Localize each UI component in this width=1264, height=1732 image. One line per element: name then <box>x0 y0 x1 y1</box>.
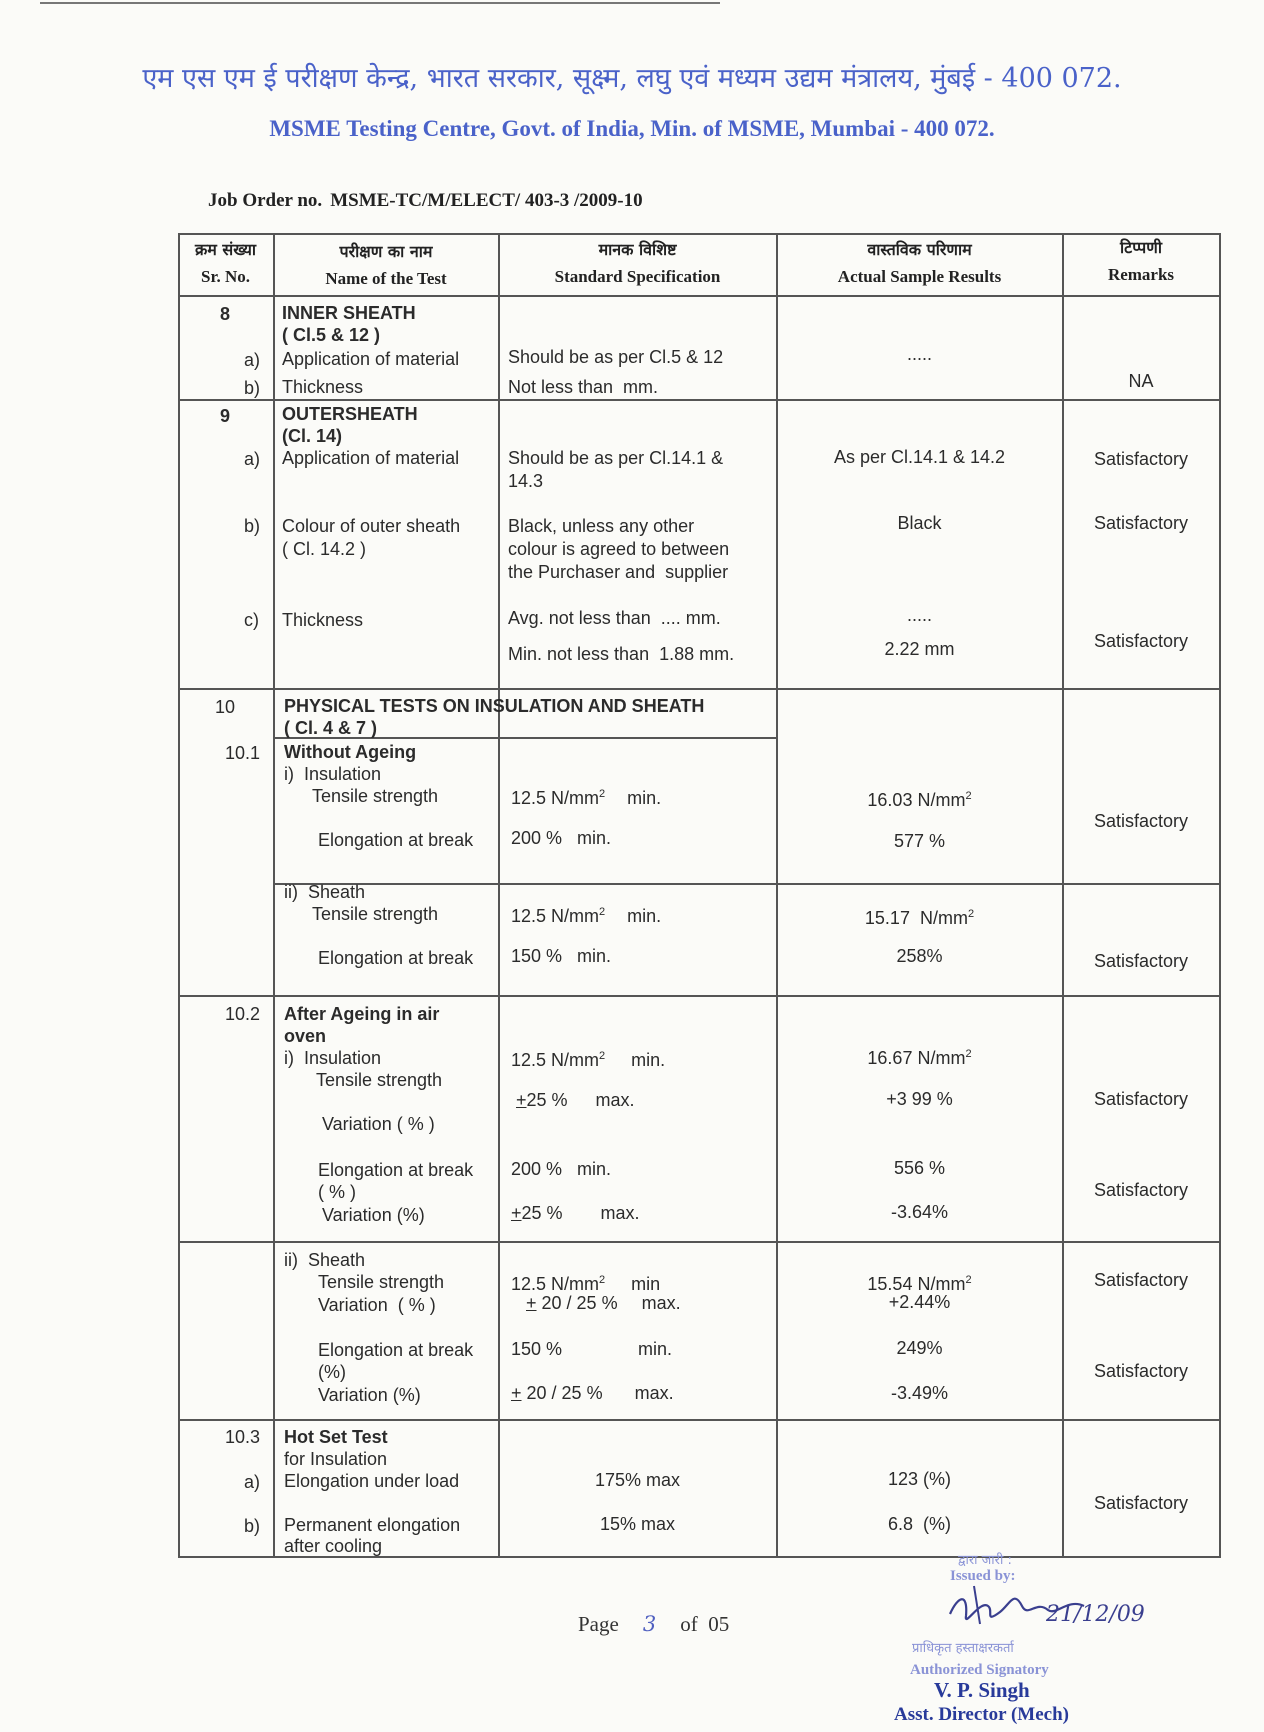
test-name: Elongation under load <box>284 1471 460 1491</box>
section-clause: ( Cl.5 & 12 ) <box>282 325 381 345</box>
test-spec: 15% max <box>599 1514 676 1534</box>
issued-hindi: द्वारा जारी : <box>958 1553 1012 1568</box>
section-title: PHYSICAL TESTS ON INSULATION AND SHEATH <box>284 696 705 716</box>
test-spec: 12.5 $N/mm^2$ min. <box>511 906 662 926</box>
test-spec: +25 % max. <box>511 1203 640 1223</box>
remark: Satisfactory <box>1093 449 1189 469</box>
test-name: Tensile strength <box>318 1272 445 1292</box>
col-result-hindi: वास्तविक परिणाम <box>867 240 972 259</box>
row-divider <box>178 1241 1221 1243</box>
test-result: 258% <box>896 946 943 966</box>
test-result: ..... <box>906 605 932 625</box>
test-name: Variation (%) <box>322 1205 425 1225</box>
test-results-table <box>178 233 1221 1558</box>
test-name: Elongation at break <box>318 1340 474 1360</box>
test-result: As per Cl.14.1 & 14.2 <box>833 447 1006 467</box>
table-border-top <box>178 233 1221 235</box>
test-spec: 200 % min. <box>511 828 612 848</box>
subsection-title: After Ageing in air <box>284 1004 440 1024</box>
test-spec: + 20 / 25 % max. <box>511 1383 674 1403</box>
top-rule <box>40 2 720 4</box>
col-remarks-hindi: टिप्पणी <box>1120 238 1162 257</box>
test-name: Elongation at break <box>318 948 474 968</box>
test-name: Thickness <box>282 377 364 397</box>
authorized-hindi: प्राधिकृत हस्ताक्षरकर्ता <box>912 1641 1014 1656</box>
signatory-name: V. P. Singh <box>934 1678 1030 1702</box>
test-result: 577 % <box>893 831 946 851</box>
test-result: 16.03 $N/mm^2$ <box>867 790 972 810</box>
item-label: b) <box>244 516 261 536</box>
test-name: Colour of outer sheath <box>282 516 461 536</box>
test-spec: Black, unless any other <box>508 516 695 536</box>
job-order-label: Job Order no. <box>208 190 323 211</box>
sub-sr-no: 10.1 <box>225 743 261 763</box>
page-number: Page 3 of 05 <box>578 1612 730 1636</box>
test-name: Variation (%) <box>318 1385 421 1405</box>
test-name: Elongation at break <box>318 1160 474 1180</box>
remark: Satisfactory <box>1093 811 1189 831</box>
header-hindi: एम एस एम ई परीक्षण केन्द्र, भारत सरकार, सूक्ष्म, लघु एवं मध्यम उद्यम मंत्रालय, मुंबई - 400 072. <box>142 63 1122 94</box>
sr-no: 9 <box>220 406 231 426</box>
col-name-hindi: परीक्षण का नाम <box>339 242 433 261</box>
test-result: 123 (%) <box>887 1469 952 1489</box>
row-divider <box>274 883 1221 885</box>
test-result: -3.49% <box>890 1383 949 1403</box>
group-label: i) Insulation <box>284 764 382 784</box>
test-name: after cooling <box>284 1536 383 1556</box>
test-name: Tensile strength <box>312 904 439 924</box>
column-divider <box>273 233 275 1558</box>
test-spec: 12.5 $N/mm^2$ min. <box>511 1050 666 1070</box>
test-name: Tensile strength <box>316 1070 443 1090</box>
row-divider <box>178 399 1221 401</box>
remark: Satisfactory <box>1093 513 1189 533</box>
test-result: ..... <box>906 344 932 364</box>
header-english: MSME Testing Centre, Govt. of India, Min. of MSME, Mumbai - 400 072. <box>269 116 995 141</box>
subsection-title: oven <box>284 1026 327 1046</box>
test-name: Elongation at break <box>318 830 474 850</box>
test-spec: Min. not less than 1.88 mm. <box>508 644 735 664</box>
row-divider <box>178 688 1221 690</box>
test-spec: + 20 / 25 % max. <box>526 1293 681 1313</box>
issued-by: Issued by: <box>950 1568 1016 1584</box>
item-label: b) <box>244 1516 261 1536</box>
col-remarks-english: Remarks <box>1107 265 1175 284</box>
remark: Satisfactory <box>1093 951 1189 971</box>
test-spec: the Purchaser and supplier <box>508 562 729 582</box>
test-result: 15.54 $N/mm^2$ <box>867 1274 972 1294</box>
authorized-signatory: Authorized Signatory <box>910 1662 1049 1678</box>
table-border-right <box>1219 233 1221 1558</box>
test-name: Application of material <box>282 448 460 468</box>
col-result-english: Actual Sample Results <box>837 267 1002 286</box>
row-divider <box>178 995 1221 997</box>
job-order-value: MSME-TC/M/ELECT/ 403-3 /2009-10 <box>330 190 643 211</box>
sub-sr-no: 10.3 <box>225 1427 261 1447</box>
test-result: 16.67 $N/mm^2$ <box>867 1048 972 1068</box>
test-spec: 175% max <box>594 1470 681 1490</box>
remark: Satisfactory <box>1093 631 1189 651</box>
test-result: -3.64% <box>890 1202 949 1222</box>
test-spec: 14.3 <box>508 471 544 491</box>
remark: Satisfactory <box>1093 1089 1189 1109</box>
subsection-title: Without Ageing <box>284 742 417 762</box>
test-name: ( Cl. 14.2 ) <box>282 539 367 559</box>
col-spec-english: Standard Specification <box>554 267 721 286</box>
section-title: INNER SHEATH <box>282 303 416 323</box>
signature-date: 21/12/09 <box>1046 1602 1145 1627</box>
test-spec: 12.5 $N/mm^2$ min <box>511 1274 661 1294</box>
remark: NA <box>1128 371 1154 391</box>
section-clause: ( Cl. 4 & 7 ) <box>284 718 378 738</box>
col-name-english: Name of the Test <box>325 269 447 288</box>
test-name: Permanent elongation <box>284 1515 461 1535</box>
test-name: Application of material <box>282 349 460 369</box>
column-divider <box>498 233 500 1558</box>
signature-block <box>894 1550 1200 1732</box>
subsection-title: Hot Set Test <box>284 1427 388 1447</box>
sub-sr-no: 10.2 <box>225 1004 261 1024</box>
table-border-left <box>178 233 180 1558</box>
test-spec: Not less than mm. <box>508 377 659 397</box>
section-title: OUTERSHEATH <box>282 404 418 424</box>
remark: Satisfactory <box>1093 1180 1189 1200</box>
job-order <box>200 190 643 212</box>
group-label: ii) Sheath <box>284 882 366 902</box>
item-label: a) <box>244 1472 261 1492</box>
test-spec: 200 % min. <box>511 1159 612 1179</box>
group-label: i) Insulation <box>284 1048 382 1068</box>
test-name: Variation ( % ) <box>318 1295 436 1315</box>
item-label: a) <box>244 350 261 370</box>
test-spec: 150 % min. <box>511 1339 673 1359</box>
item-label: c) <box>244 610 259 630</box>
signatory-designation: Asst. Director (Mech) <box>894 1704 1069 1725</box>
test-result: 249% <box>896 1338 943 1358</box>
subsection-sub: for Insulation <box>284 1449 388 1469</box>
test-spec: +25 % max. <box>516 1090 635 1110</box>
test-result: Black <box>897 513 942 533</box>
remark: Satisfactory <box>1093 1493 1189 1513</box>
column-divider <box>776 233 778 1558</box>
item-label: a) <box>244 449 261 469</box>
col-spec-hindi: मानक विशिष्ट <box>598 240 677 259</box>
test-spec: 12.5 $N/mm^2$ min. <box>511 788 662 808</box>
section-clause: (Cl. 14) <box>282 426 343 446</box>
test-spec: Avg. not less than .... mm. <box>508 608 721 628</box>
test-name: Tensile strength <box>312 786 439 806</box>
test-name: ( % ) <box>318 1182 356 1202</box>
test-name: Thickness <box>282 610 364 630</box>
test-result: 2.22 mm <box>884 639 955 659</box>
col-sr-english: Sr. No. <box>201 267 250 286</box>
row-divider <box>178 1419 1221 1421</box>
remark: Satisfactory <box>1093 1270 1189 1290</box>
header-divider <box>178 295 1221 297</box>
test-result: +3 99 % <box>886 1089 953 1109</box>
group-label: ii) Sheath <box>284 1250 366 1270</box>
test-name: (%) <box>318 1362 346 1382</box>
test-spec: 150 % min. <box>511 946 612 966</box>
test-spec: Should be as per Cl.5 & 12 <box>508 347 724 367</box>
test-name: Variation ( % ) <box>322 1114 435 1134</box>
test-result: +2.44% <box>888 1292 951 1312</box>
test-spec: colour is agreed to between <box>508 539 730 559</box>
test-spec: Should be as per Cl.14.1 & <box>508 448 724 468</box>
remark: Satisfactory <box>1093 1361 1189 1381</box>
sr-no: 8 <box>220 304 231 324</box>
test-result: 6.8 (%) <box>887 1514 952 1534</box>
item-label: b) <box>244 378 261 398</box>
test-result: 556 % <box>893 1158 946 1178</box>
sr-no: 10 <box>215 697 236 717</box>
col-sr-hindi: क्रम संख्या <box>194 240 257 259</box>
test-result: 15.17 $N/mm^2$ <box>864 908 975 928</box>
